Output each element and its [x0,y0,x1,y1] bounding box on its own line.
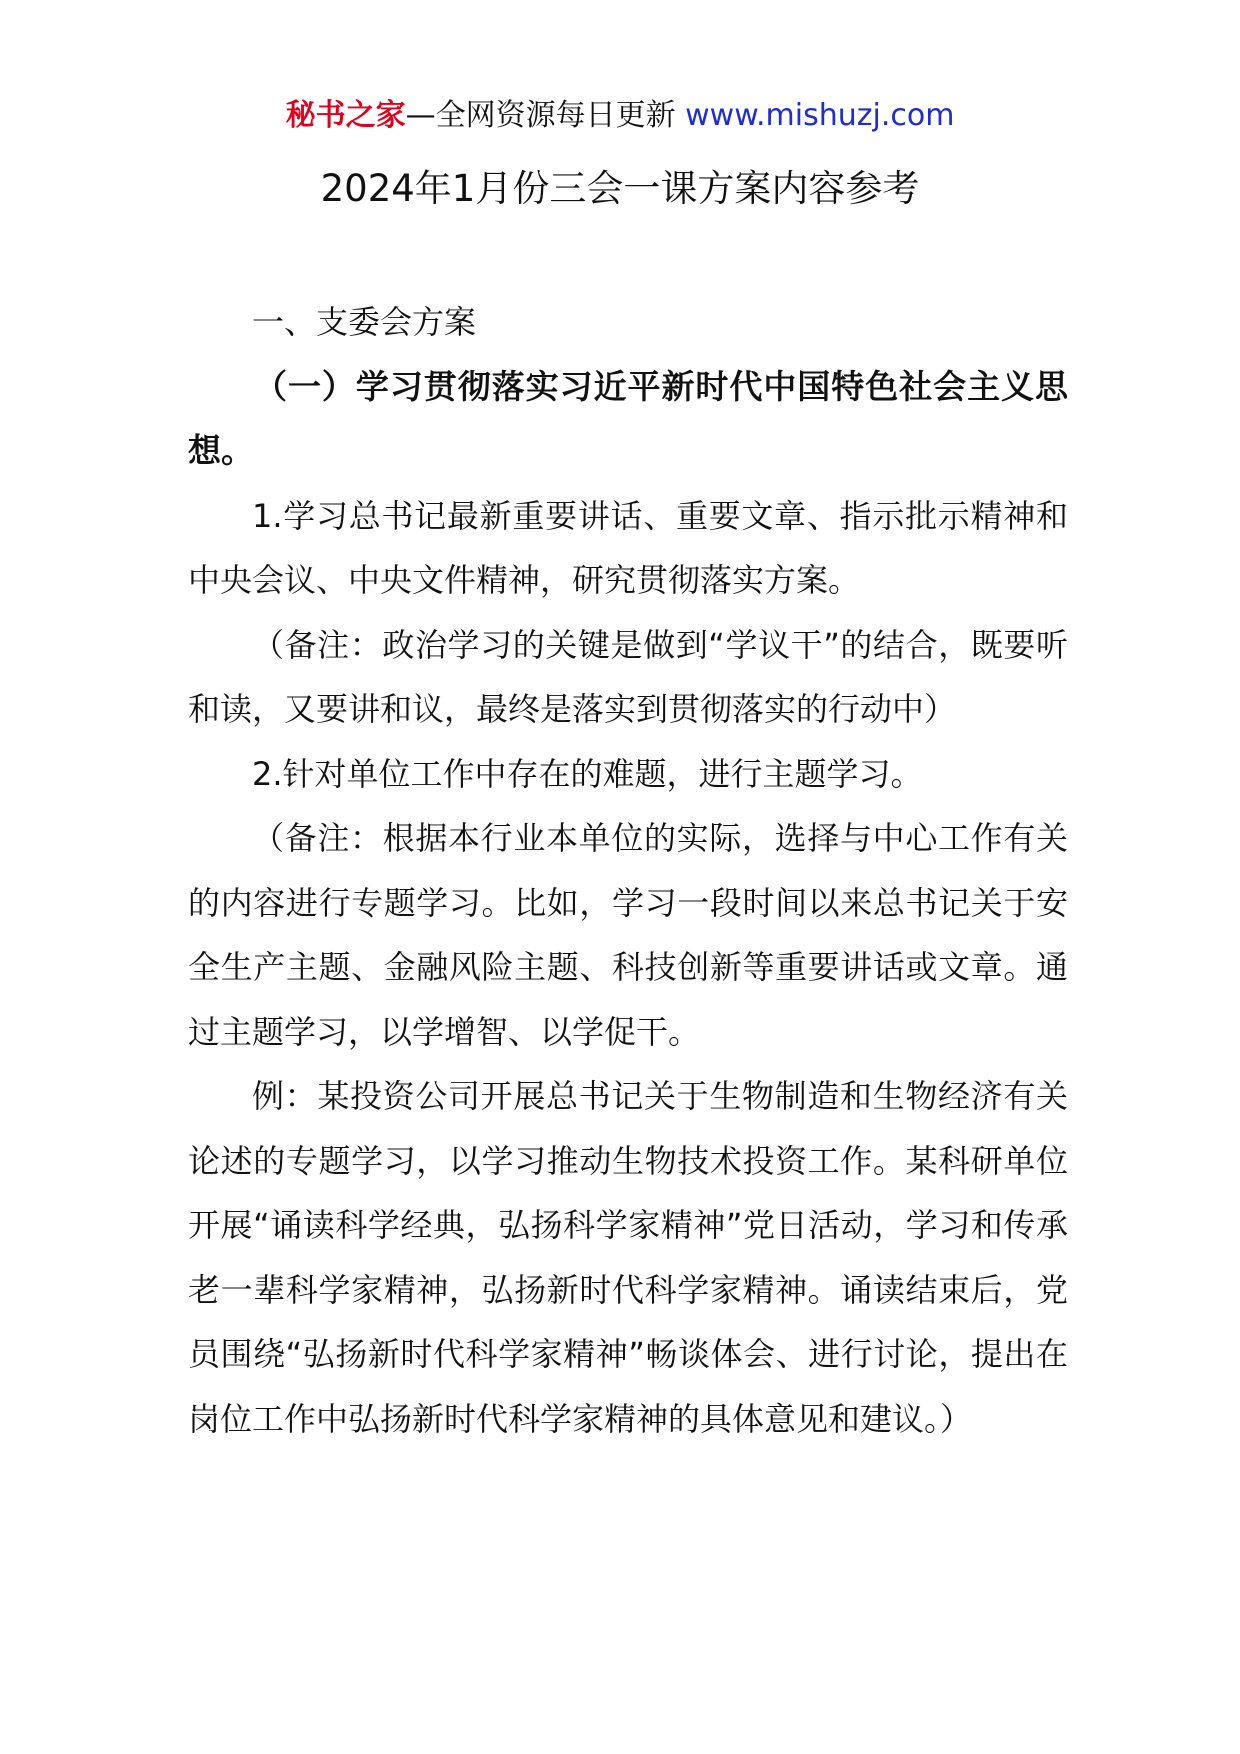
note-paragraph: （备注：政治学习的关键是做到“学议干”的结合，既要听和读，又要讲和议，最终是落实到贯彻落实的行动中） [188,625,1068,728]
document-title: 2024年1月份三会一课方案内容参考 [320,167,920,210]
note-paragraph: （备注：根据本行业本单位的实际，选择与中心工作有关的内容进行专题学习。比如，学习一段时间以来总书记关于安全生产主题、金融风险主题、科技创新等重要讲话或文章。通过主题学习，以学增智、以学促干。 [188,819,1068,1051]
document-body [188,290,1068,1451]
site-url-link[interactable]: www.mishuzj.com [685,98,955,133]
section-heading: 一、支委会方案 [252,303,477,341]
body-paragraph: 1.学习总书记最新重要讲话、重要文章、指示批示精神和中央会议、中央文件精神，研究贯彻落实方案。 [188,496,1068,599]
brand-name: 秘书之家 [285,98,406,133]
example-paragraph: 例：某投资公司开展总书记关于生物制造和生物经济有关论述的专题学习，以学习推动生物技术投资工作。某科研单位开展“诵读科学经典，弘扬科学家精神”党日活动，学习和传承老一辈科学家精神，弘扬新时代科学家精神。诵读结束后，党员围绕“弘扬新时代科学家精神”畅谈体会、进行讨论，提出在岗位工作中弘扬新时代科学家精神的具体意见和建议。） [188,1077,1068,1438]
header-tagline: —全网资源每日更新 [405,98,686,133]
body-paragraph: 2.针对单位工作中存在的难题，进行主题学习。 [252,754,923,793]
site-header [0,96,1240,136]
subsection-heading: （一）学习贯彻落实习近平新时代中国特色社会主义思想。 [188,366,1068,470]
